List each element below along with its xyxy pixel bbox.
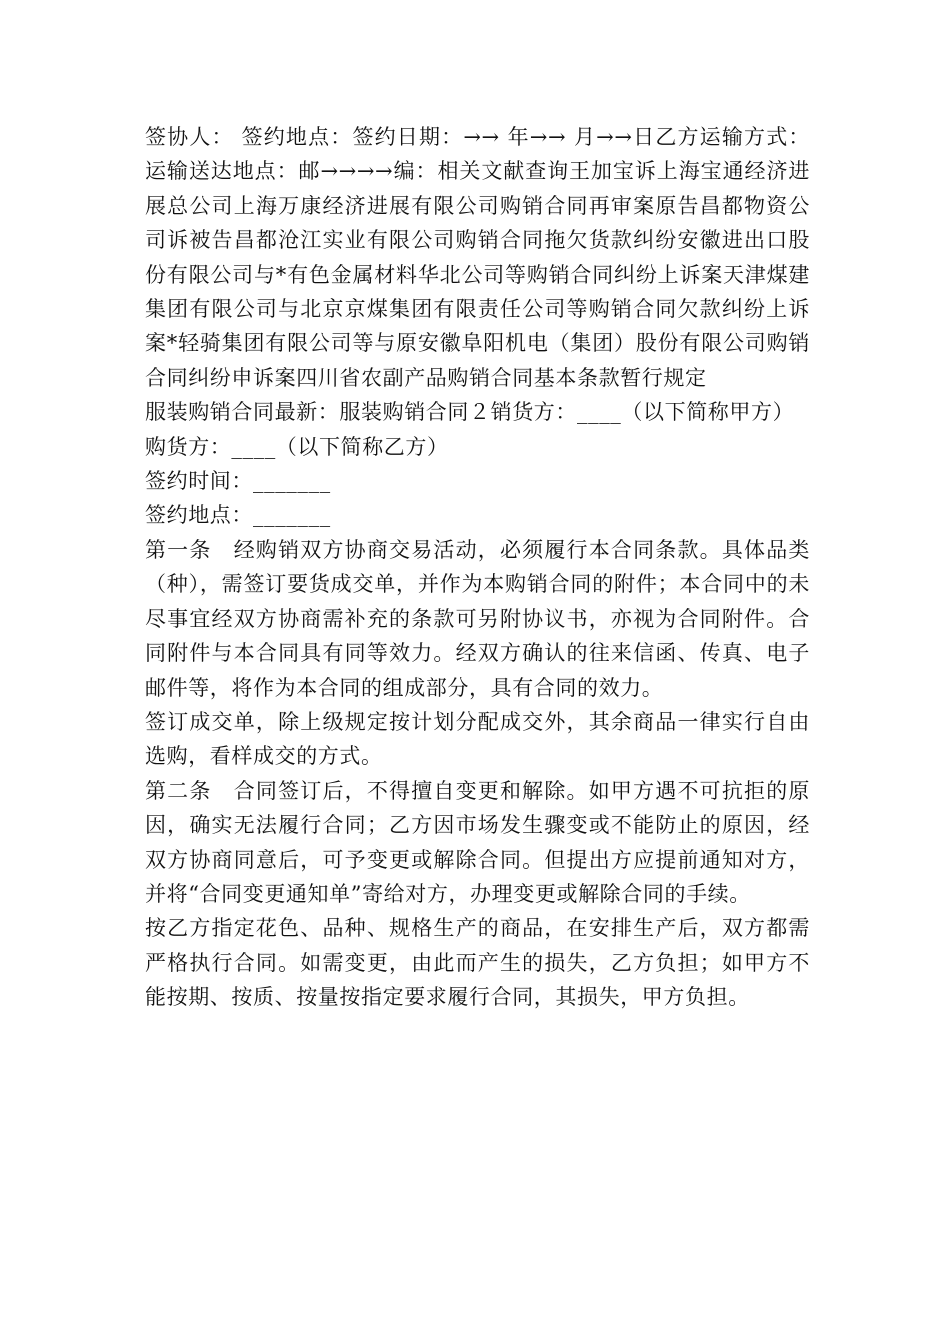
order-form-paragraph: 签订成交单，除上级规定按计划分配成交外，其余商品一律实行自由选购，看样成交的方式。 (145, 709, 810, 769)
article-one-paragraph: 第一条 经购销双方协商交易活动，必须履行本合同条款。具体品类（种），需签订要货成交单，并作为本购销合同的附件；本合同中的未尽事宜经双方协商需补充的条款可另附协议书，亦视为合同附件。合同附件与本合同具有同等效力。经双方确认的往来信函、传真、电子邮件等，将作为本合同的组成部分，具有合同的效力。 (145, 537, 810, 700)
document-page (145, 120, 810, 1015)
signing-time-line: 签约时间：_______ (145, 469, 331, 494)
article-two-paragraph: 第二条 合同签订后，不得擅自变更和解除。如甲方遇不可抗拒的原因，确实无法履行合同；乙方因市场发生骤变或不能防止的原因，经双方协商同意后，可予变更或解除合同。但提出方应提前通知对方，并将“合同变更通知单”寄给对方，办理变更或解除合同的手续。 (145, 778, 810, 906)
reference-paragraph: 签协人： 签约地点：签约日期：→→ 年→→ 月→→日乙方运输方式：运输送达地点：邮→→→→编：相关文献查询王加宝诉上海宝通经济进展总公司上海万康经济进展有限公司购销合同再审案原告昌都物资公司诉被告昌都沧江实业有限公司购销合同拖欠货款纠纷安徽进出口股份有限公司与*有色金属材料华北公司等购销合同纠纷上诉案天津煤建集团有限公司与北京京煤集团有限责任公司等购销合同欠款纠纷上诉案*轻骑集团有限公司等与原安徽阜阳机电（集团）股份有限公司购销合同纠纷申诉案四川省农副产品购销合同基本条款暂行规定 (145, 125, 810, 390)
specified-goods-paragraph: 按乙方指定花色、品种、规格生产的商品，在安排生产后，双方都需严格执行合同。如需变更，由此而产生的损失，乙方负担；如甲方不能按期、按质、按量按指定要求履行合同，其损失，甲方负担。 (145, 916, 810, 1010)
buyer-line: 购货方：____（以下简称乙方） (145, 434, 449, 459)
signing-place-line: 签约地点：_______ (145, 503, 331, 528)
contract-title-seller-line: 服装购销合同最新：服装购销合同２销货方：____（以下简称甲方） (145, 400, 795, 425)
